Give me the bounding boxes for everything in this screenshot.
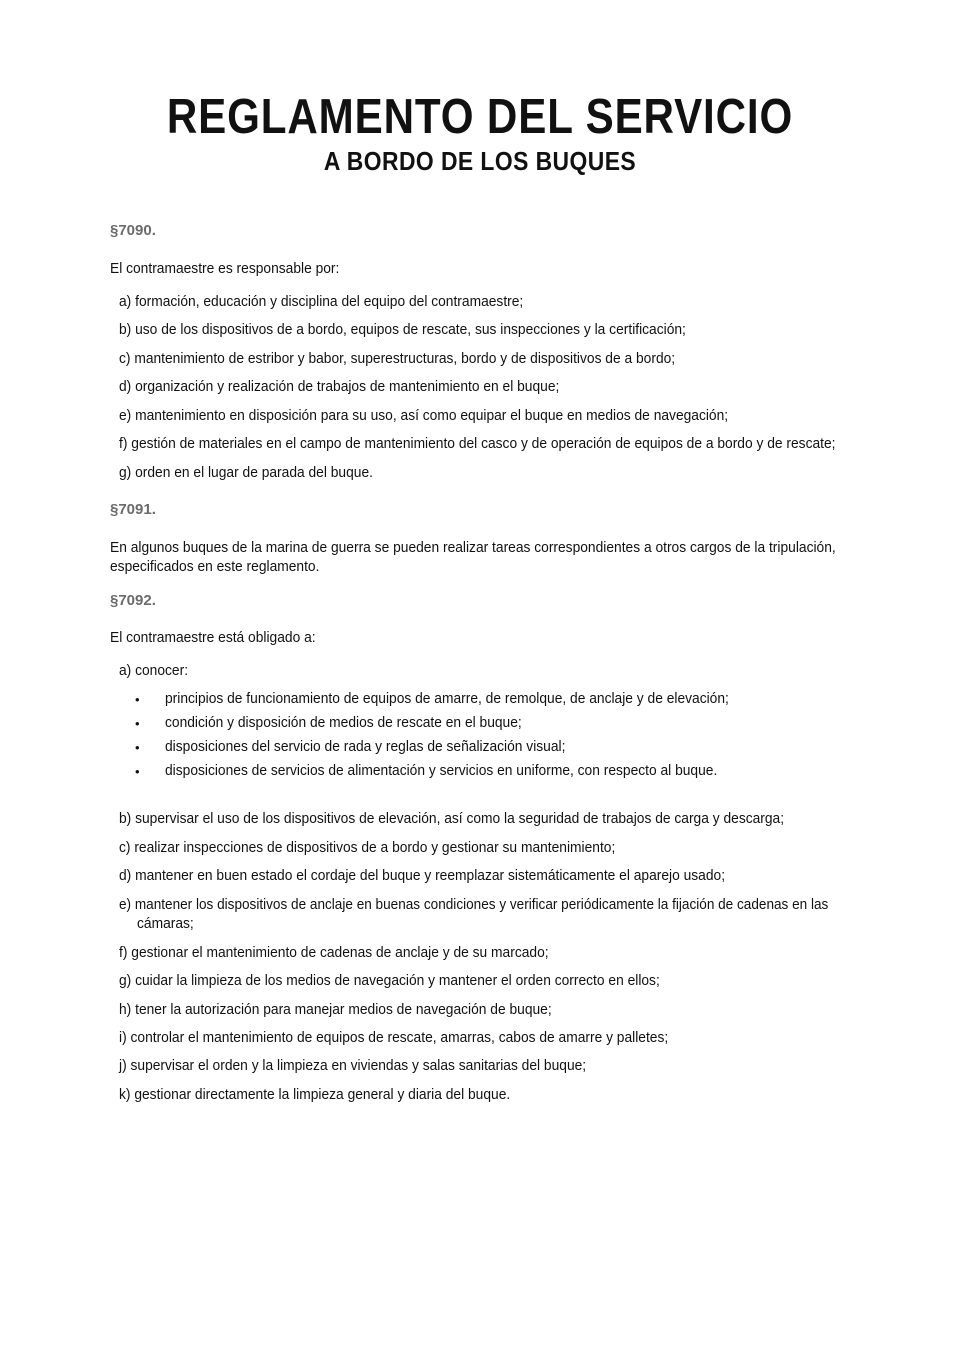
list-item: c) realizar inspecciones de dispositivos de a bordo y gestionar su mantenimiento; <box>119 839 616 856</box>
list-item: f) gestión de materiales en el campo de mantenimiento del casco y de operación de equipos de a bordo y de rescate; <box>119 435 836 452</box>
list-item-cont: cámaras; <box>137 915 194 932</box>
bullet-item: disposiciones del servicio de rada y reglas de señalización visual; <box>165 738 566 755</box>
bullet-item: principios de funcionamiento de equipos de amarre, de remolque, de anclaje y de elevación; <box>165 690 729 707</box>
bullet-icon: • <box>135 716 140 731</box>
bullet-item: condición y disposición de medios de rescate en el buque; <box>165 714 522 731</box>
document-subtitle: A BORDO DE LOS BUQUES <box>323 146 637 176</box>
list-item: c) mantenimiento de estribor y babor, superestructuras, bordo y de dispositivos de a bordo; <box>119 350 676 367</box>
bullet-item: disposiciones de servicios de alimentación y servicios en uniforme, con respecto al buque. <box>165 762 718 779</box>
list-item: k) gestionar directamente la limpieza general y diaria del buque. <box>119 1086 511 1103</box>
list-item: b) uso de los dispositivos de a bordo, equipos de rescate, sus inspecciones y la certificación; <box>119 321 686 338</box>
list-item: f) gestionar el mantenimiento de cadenas de anclaje y de su marcado; <box>119 944 549 961</box>
section-paragraph-cont: especificados en este reglamento. <box>110 558 320 575</box>
section-number: §7092. <box>110 592 156 609</box>
list-item: a) conocer: <box>119 662 189 679</box>
list-item: b) supervisar el uso de los dispositivos de elevación, así como la seguridad de trabajos de carga y descarga; <box>119 810 785 827</box>
list-item: g) cuidar la limpieza de los medios de navegación y mantener el orden correcto en ellos; <box>119 972 660 989</box>
section-intro: El contramaestre es responsable por: <box>110 260 340 277</box>
bullet-icon: • <box>135 764 140 779</box>
section-paragraph: En algunos buques de la marina de guerra se pueden realizar tareas correspondientes a otros cargos de la tripulación, <box>110 539 836 556</box>
list-item: d) organización y realización de trabajos de mantenimiento en el buque; <box>119 378 560 395</box>
bullet-icon: • <box>135 740 140 755</box>
list-item: g) orden en el lugar de parada del buque. <box>119 464 373 481</box>
list-item: a) formación, educación y disciplina del equipo del contramaestre; <box>119 293 524 310</box>
list-item: i) controlar el mantenimiento de equipos de rescate, amarras, cabos de amarre y palletes; <box>119 1029 669 1046</box>
section-number: §7090. <box>110 222 156 239</box>
list-item: j) supervisar el orden y la limpieza en viviendas y salas sanitarias del buque; <box>119 1057 587 1074</box>
list-item: e) mantener los dispositivos de anclaje en buenas condiciones y verificar periódicamente la fijación de cadenas en las <box>119 896 829 913</box>
bullet-icon: • <box>135 692 140 707</box>
list-item: h) tener la autorización para manejar medios de navegación de buque; <box>119 1001 552 1018</box>
section-intro: El contramaestre está obligado a: <box>110 629 316 646</box>
list-item: e) mantenimiento en disposición para su uso, así como equipar el buque en medios de navegación; <box>119 407 729 424</box>
list-item: d) mantener en buen estado el cordaje del buque y reemplazar sistemáticamente el aparejo usado; <box>119 867 726 884</box>
section-number: §7091. <box>110 501 156 518</box>
document-title: REGLAMENTO DEL SERVICIO <box>166 90 794 144</box>
